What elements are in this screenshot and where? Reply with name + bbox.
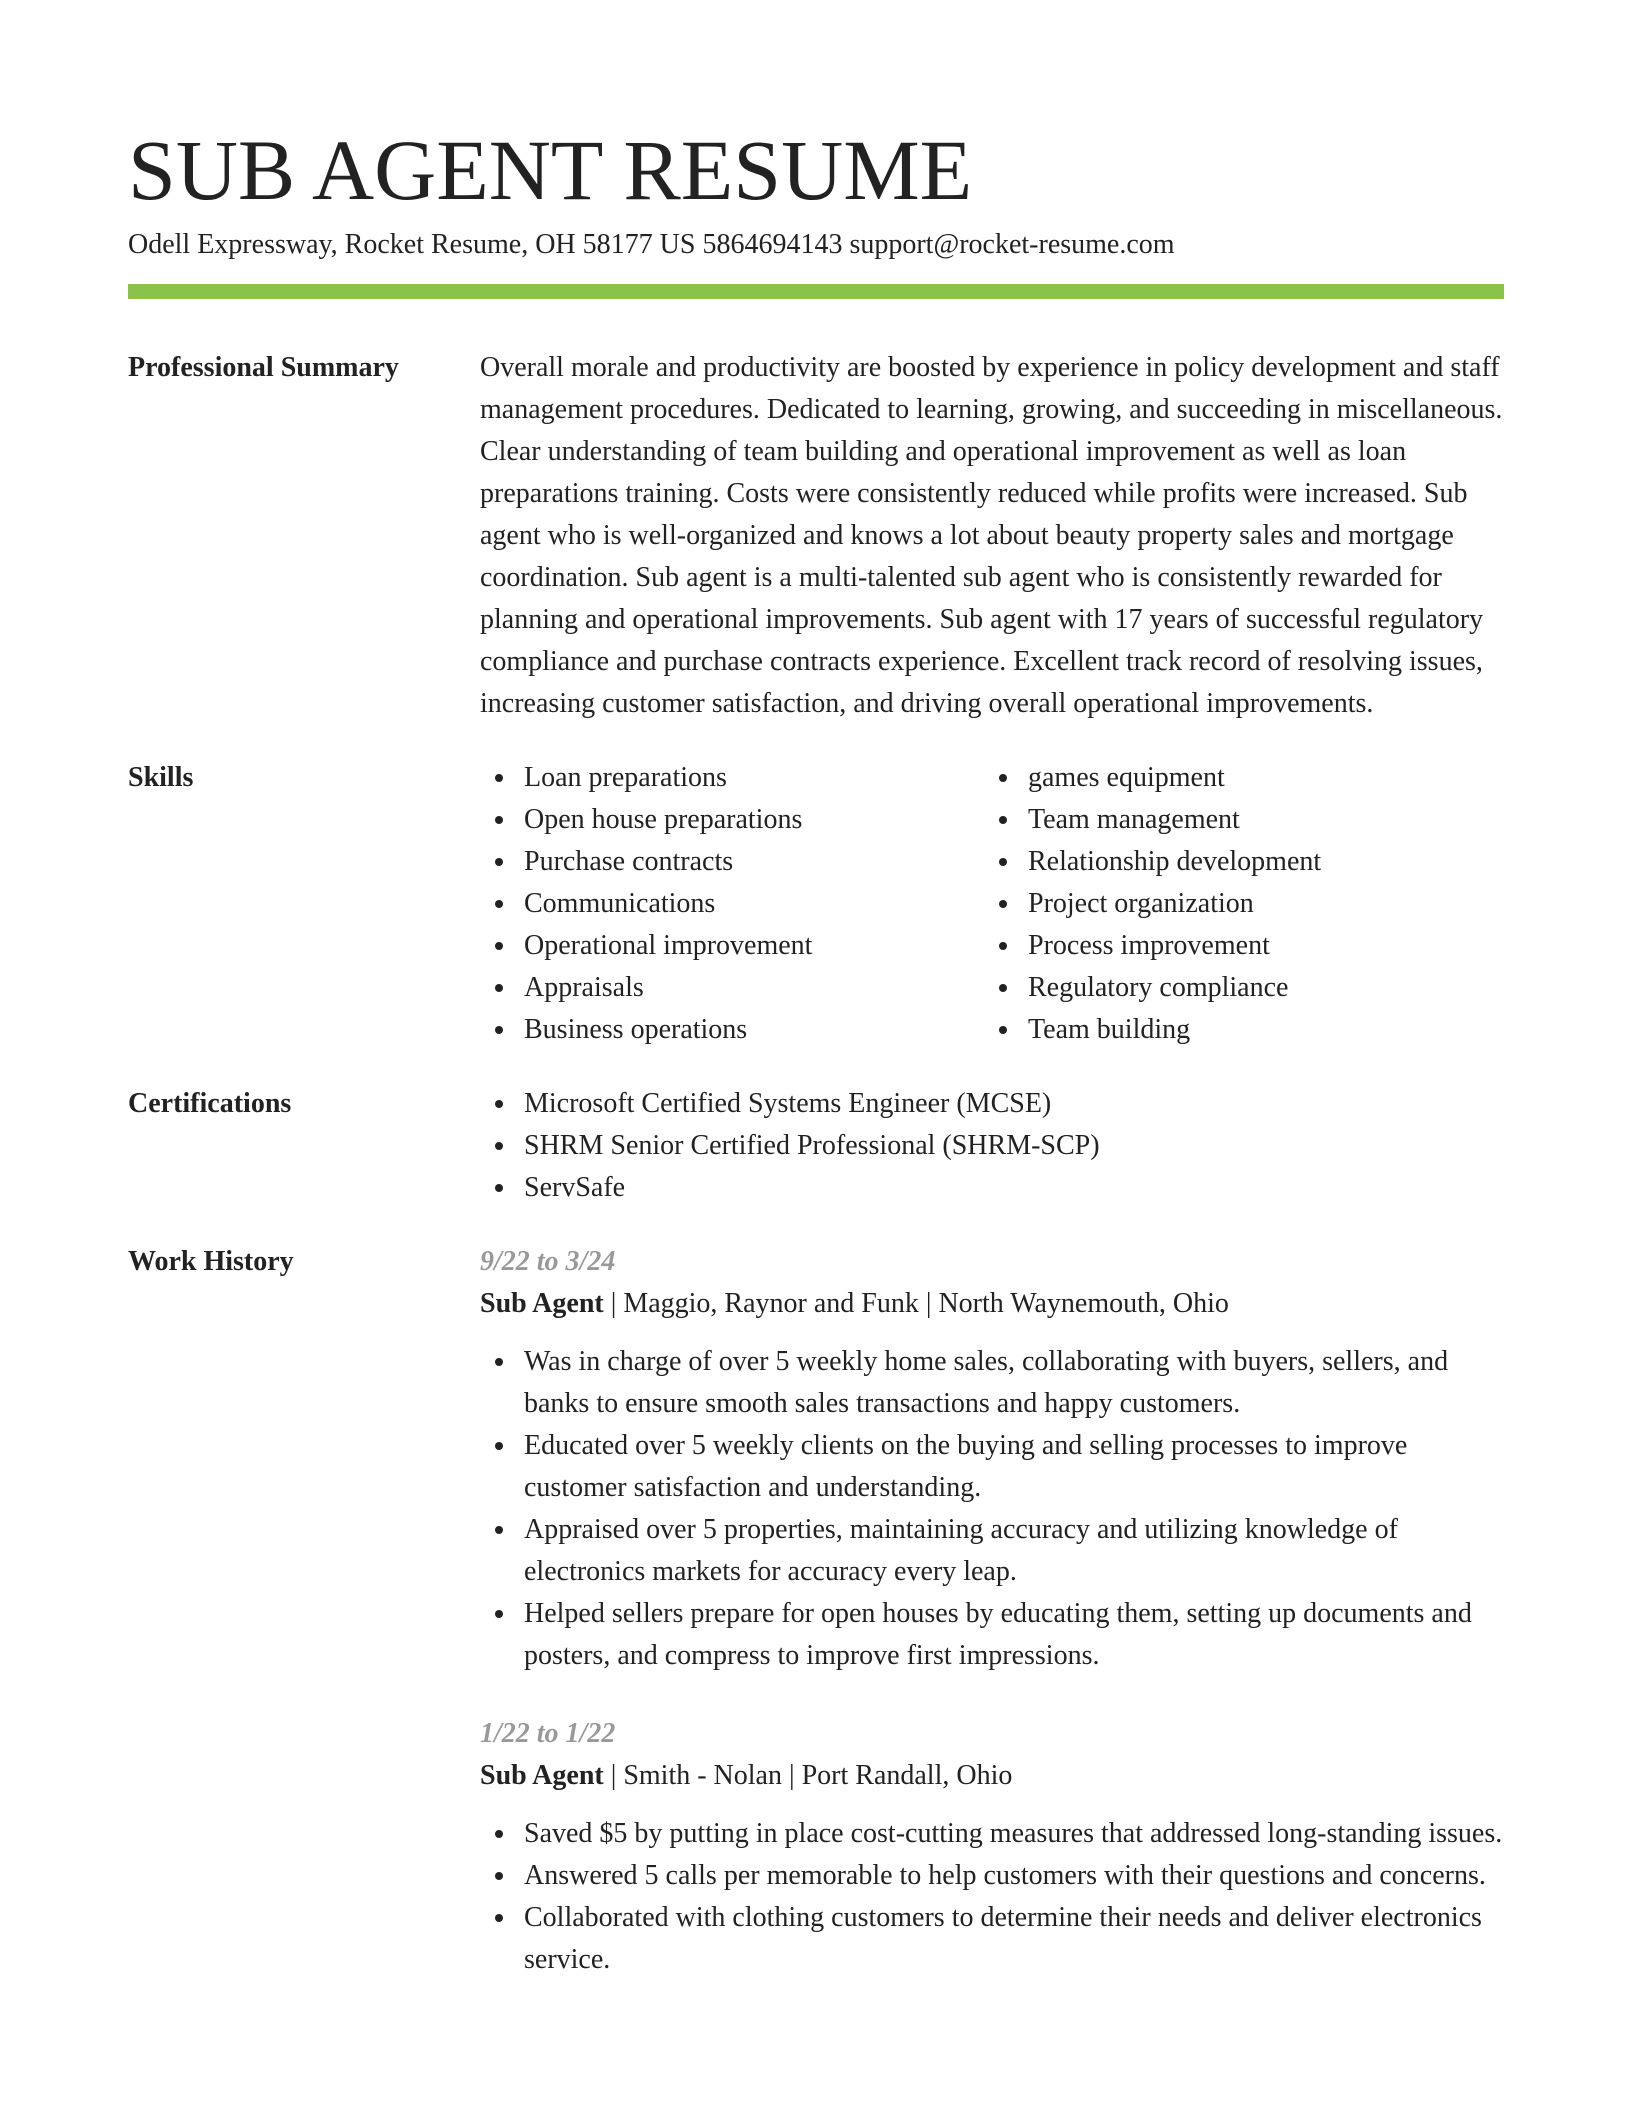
accent-divider	[128, 284, 1504, 299]
list-item: Was in charge of over 5 weekly home sales, collaborating with buyers, sellers, and banks to ensure smooth sales transactions and happy customers.	[480, 1341, 1504, 1425]
list-item: Educated over 5 weekly clients on the buying and selling processes to improve customer satisfaction and understanding.	[480, 1425, 1504, 1509]
job-details: | Maggio, Raynor and Funk | North Waynemouth, Ohio	[603, 1288, 1229, 1319]
list-item: Relationship development	[984, 841, 1488, 883]
job-bullets	[480, 1813, 1504, 1981]
job-title-line	[480, 1283, 1504, 1325]
list-item: Appraisals	[480, 967, 984, 1009]
list-item: Collaborated with clothing customers to determine their needs and deliver electronics service.	[480, 1897, 1504, 1981]
list-item: Process improvement	[984, 925, 1488, 967]
resume-title: SUB AGENT RESUME	[128, 122, 973, 218]
list-item: Communications	[480, 883, 984, 925]
list-item: Microsoft Certified Systems Engineer (MCSE)	[480, 1083, 1504, 1125]
section-label: Certifications	[128, 1088, 292, 1119]
list-item: Saved $5 by putting in place cost-cutting measures that addressed long-standing issues.	[480, 1813, 1504, 1855]
job-dates: 9/22 to 3/24	[480, 1246, 616, 1277]
work-history-section	[128, 1241, 1504, 2017]
section-label: Skills	[128, 762, 194, 793]
list-item: Operational improvement	[480, 925, 984, 967]
professional-summary-section	[128, 347, 1504, 725]
list-item: Purchase contracts	[480, 841, 984, 883]
list-item: Appraised over 5 properties, maintaining accuracy and utilizing knowledge of electronics markets for accuracy every leap.	[480, 1509, 1504, 1593]
list-item: Team building	[984, 1009, 1488, 1051]
certifications-list	[480, 1083, 1504, 1209]
job-entry	[480, 1713, 1504, 1981]
list-item: Helped sellers prepare for open houses by educating them, setting up documents and posters, and compress to improve first impressions.	[480, 1593, 1504, 1677]
list-item: Regulatory compliance	[984, 967, 1488, 1009]
list-item: games equipment	[984, 757, 1488, 799]
job-role: Sub Agent	[480, 1288, 604, 1319]
skills-columns	[480, 757, 1504, 1051]
job-role: Sub Agent	[480, 1760, 604, 1791]
skills-list-left	[480, 757, 984, 1051]
job-bullets	[480, 1341, 1504, 1677]
list-item: ServSafe	[480, 1167, 1504, 1209]
summary-text: Overall morale and productivity are boosted by experience in policy development and staff management procedures. Dedicated to learning, growing, and succeeding in miscellaneous. Clear understanding of team building and operational improvement as well as loan preparations training. Costs were consistently reduced while profits were increased. Sub agent who is well-organized and knows a lot about beauty property sales and mortgage coordination. Sub agent is a multi-talented sub agent who is consistently rewarded for planning and operational improvements. Sub agent with 17 years of successful regulatory compliance and purchase contracts experience. Excellent track record of resolving issues, increasing customer satisfaction, and driving overall operational improvements.	[480, 352, 1503, 719]
list-item: Business operations	[480, 1009, 984, 1051]
list-item: Open house preparations	[480, 799, 984, 841]
list-item: Loan preparations	[480, 757, 984, 799]
job-entry	[480, 1241, 1504, 1677]
job-dates: 1/22 to 1/22	[480, 1718, 616, 1749]
list-item: SHRM Senior Certified Professional (SHRM-SCP)	[480, 1125, 1504, 1167]
list-item: Team management	[984, 799, 1488, 841]
list-item: Project organization	[984, 883, 1488, 925]
skills-section	[128, 757, 1504, 1051]
contact-info: Odell Expressway, Rocket Resume, OH 58177 US 5864694143 support@rocket-resume.com	[128, 229, 1175, 260]
section-label: Work History	[128, 1246, 294, 1277]
list-item: Answered 5 calls per memorable to help customers with their questions and concerns.	[480, 1855, 1504, 1897]
section-label: Professional Summary	[128, 352, 399, 383]
skills-list-right	[984, 757, 1488, 1051]
job-title-line	[480, 1755, 1504, 1797]
resume-page	[128, 120, 1504, 2017]
certifications-section	[128, 1083, 1504, 1209]
job-details: | Smith - Nolan | Port Randall, Ohio	[603, 1760, 1013, 1791]
